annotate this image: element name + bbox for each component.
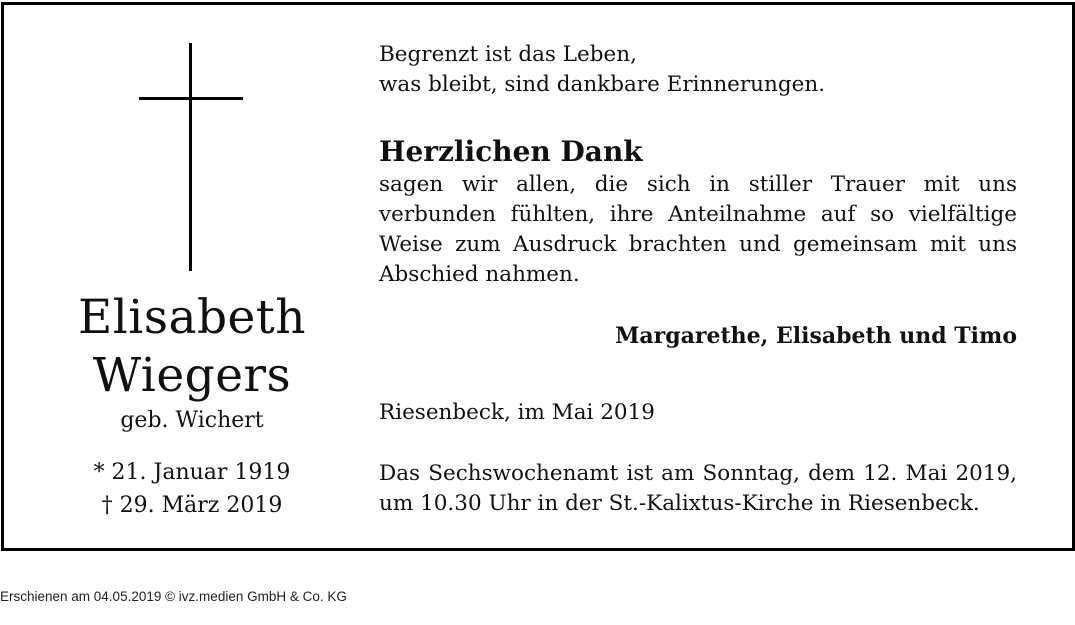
quote-line: Begrenzt ist das Leben, bbox=[379, 42, 637, 67]
maiden-name: geb. Wichert bbox=[120, 408, 264, 433]
first-name: Elisabeth bbox=[77, 290, 307, 345]
death-date: † 29. März 2019 bbox=[101, 493, 283, 518]
last-name: Wiegers bbox=[92, 348, 292, 403]
cross-icon bbox=[189, 43, 192, 271]
cross-icon-bar bbox=[139, 97, 243, 100]
service-announcement: Das Sechswochenamt ist am Sonntag, dem 12. Mai 2019, um 10.30 Uhr in der St.-Kalixtus-Kirche in Riesenbeck. bbox=[379, 461, 1017, 516]
life-dates bbox=[32, 456, 352, 522]
birth-date: * 21. Januar 1919 bbox=[93, 460, 291, 485]
deceased-name bbox=[32, 289, 352, 405]
signature: Margarethe, Elisabeth und Timo bbox=[615, 323, 1017, 349]
thanks-text: sagen wir allen, die sich in stiller Trauer mit uns verbunden fühlten, ihre Anteilnahme auf so vielfältige Weise zum Ausdruck brachten und gemeinsam mit uns Abschied nahmen. bbox=[379, 172, 1017, 287]
thanks-heading: Herzlichen Dank bbox=[379, 135, 643, 168]
obituary-card bbox=[1, 2, 1075, 551]
place-date: Riesenbeck, im Mai 2019 bbox=[379, 400, 655, 425]
quote bbox=[379, 40, 1017, 100]
publication-footer: Erschienen am 04.05.2019 © ivz.medien GmbH & Co. KG bbox=[0, 589, 347, 604]
quote-line: was bleibt, sind dankbare Erinnerungen. bbox=[379, 72, 826, 97]
